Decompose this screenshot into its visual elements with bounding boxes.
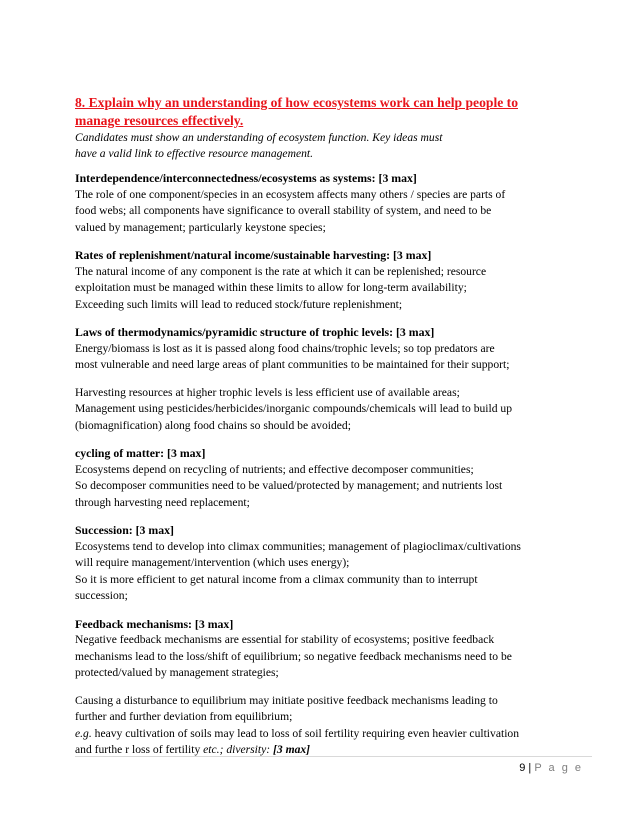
page-separator: | xyxy=(525,762,535,774)
question-title-line-2: manage resources effectively. xyxy=(75,113,244,128)
section-line: Negative feedback mechanisms are essential for stability of ecosystems; positive feedback xyxy=(75,633,495,646)
section-cycling xyxy=(75,445,595,511)
section-line: through harvesting need replacement; xyxy=(75,495,250,509)
section-interdependence xyxy=(75,170,595,236)
section-feedback xyxy=(75,616,595,759)
section-line: Harvesting resources at higher trophic levels is less efficient use of available areas; xyxy=(75,385,460,399)
section-line: mechanisms lead to the loss/shift of equilibrium; so negative feedback mechanisms need to be xyxy=(75,649,512,663)
document-page xyxy=(75,94,595,770)
question-intro xyxy=(75,130,595,162)
intro-line-2: have a valid link to effective resource management. xyxy=(75,147,314,160)
section-line: The natural income of any component is the rate at which it can be replenished; resource xyxy=(75,264,487,278)
question-title xyxy=(75,94,595,130)
section-line: valued by management; particularly keystone species; xyxy=(75,220,326,234)
section-line: The role of one component/species in an ecosystem affects many others / species are parts of xyxy=(75,187,506,201)
section-line: Management using pesticides/herbicides/inorganic compounds/chemicals will lead to build up xyxy=(75,402,513,415)
section-heading: Laws of thermodynamics/pyramidic structure of trophic levels: [3 max] xyxy=(75,325,435,339)
section-line: Ecosystems tend to develop into climax communities; management of plagioclimax/cultivations xyxy=(75,539,521,553)
section-line: will require management/intervention (which uses energy); xyxy=(75,556,350,569)
section-line: food webs; all components have significance to overall stability of system, and need to be xyxy=(75,204,492,217)
page-number xyxy=(519,762,583,774)
section-line: succession; xyxy=(75,589,128,602)
page-number-value: 9 xyxy=(519,762,526,774)
section-line: So it is more efficient to get natural income from a climax community than to interrupt xyxy=(75,572,478,586)
section-line: further and further deviation from equilibrium; xyxy=(75,710,293,723)
section-heading: Feedback mechanisms: [3 max] xyxy=(75,616,234,631)
section-line-text: heavy cultivation of soils may lead to loss of soil fertility requiring even heavier cultivation xyxy=(91,726,520,740)
intro-line-1: Candidates must show an understanding of ecosystem function. Key ideas must xyxy=(75,131,443,144)
section-line: most vulnerable and need large areas of plant communities to be maintained for their support; xyxy=(75,358,510,371)
page-label: P a g e xyxy=(534,762,583,774)
etc-diversity: etc.; diversity: xyxy=(203,743,274,756)
section-line xyxy=(75,726,595,743)
max-marks: [3 max] xyxy=(273,743,311,756)
section-line: Exceeding such limits will lead to reduced stock/future replenishment; xyxy=(75,297,403,311)
section-line: So decomposer communities need to be valued/protected by management; and nutrients lost xyxy=(75,479,503,492)
footer-rule xyxy=(75,756,592,757)
section-heading: Rates of replenishment/natural income/sustainable harvesting: [3 max] xyxy=(75,248,432,262)
section-line: Causing a disturbance to equilibrium may initiate positive feedback mechanisms leading to xyxy=(75,693,498,707)
section-replenishment xyxy=(75,247,595,313)
section-line-text: and furthe r loss of fertility xyxy=(75,743,204,756)
section-line: Ecosystems depend on recycling of nutrients; and effective decomposer communities; xyxy=(75,462,474,476)
section-succession xyxy=(75,522,595,605)
eg-abbrev: e.g. xyxy=(75,726,92,740)
section-heading: cycling of matter: [3 max] xyxy=(75,446,206,460)
section-line: (biomagnification) along food chains so should be avoided; xyxy=(75,418,351,432)
section-line: Energy/biomass is lost as it is passed along food chains/trophic levels; so top predators are xyxy=(75,341,495,355)
section-heading: Succession: [3 max] xyxy=(75,523,174,537)
section-thermodynamics xyxy=(75,324,595,434)
section-line: protected/valued by management strategies; xyxy=(75,666,279,679)
question-title-line-1: 8. Explain why an understanding of how ecosystems work can help people to xyxy=(75,95,518,110)
section-line: exploitation must be managed within these limits to allow for long-term availability; xyxy=(75,281,467,294)
section-heading: Interdependence/interconnectedness/ecosystems as systems: [3 max] xyxy=(75,171,417,185)
